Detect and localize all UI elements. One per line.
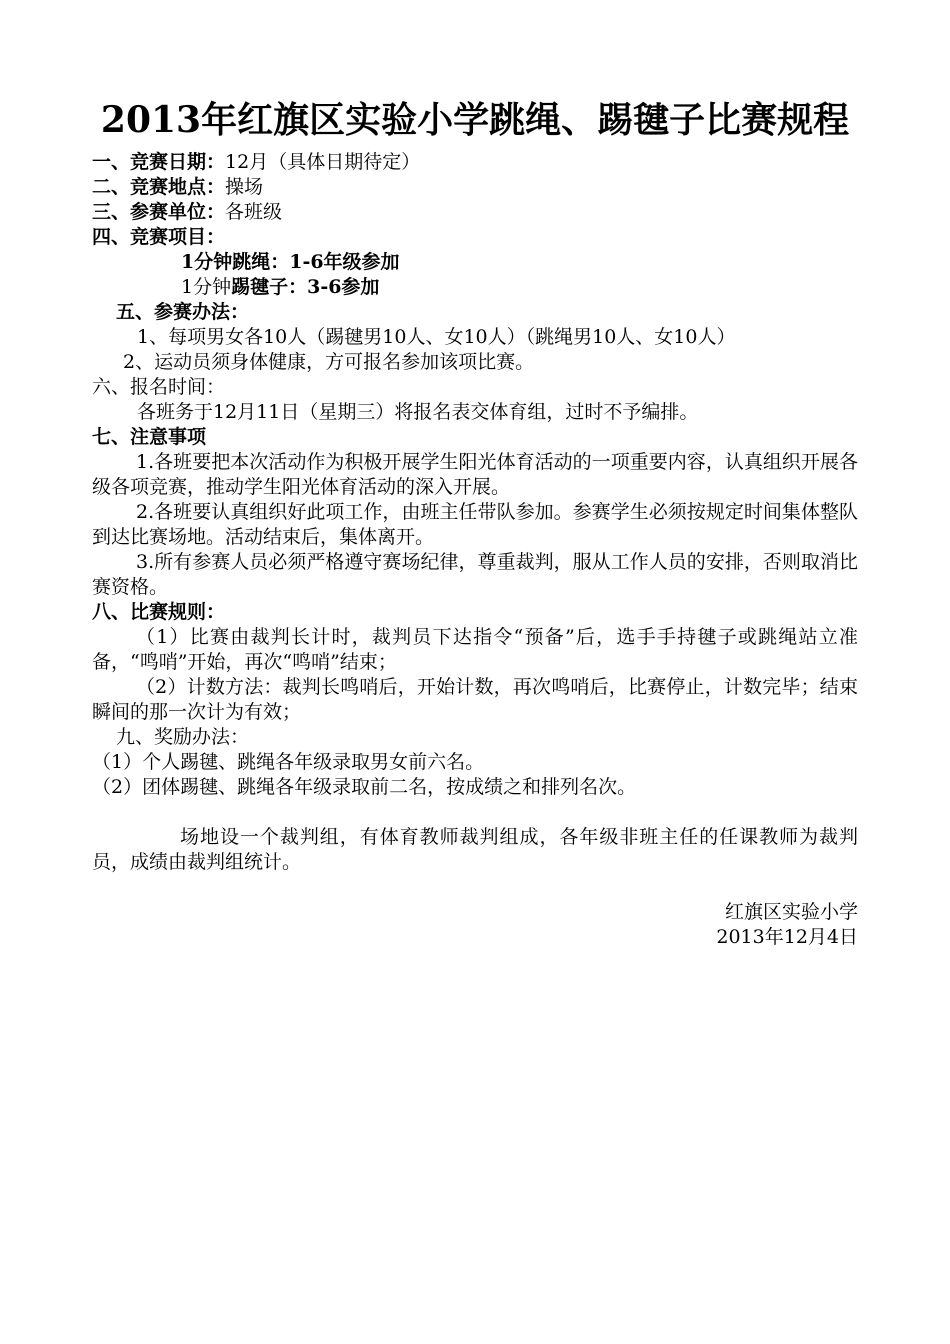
participation-item-2: 2、运动员须身体健康，方可报名参加该项比赛。 — [123, 351, 535, 373]
section-notes-heading: 七、注意事项 — [92, 426, 207, 448]
registration-text: 各班务于12月11日（星期三）将报名表交体育组，过时不予编排。 — [137, 401, 699, 423]
event-jump-rope: 1分钟跳绳：1-6年级参加 — [181, 251, 400, 273]
event-prefix: 1分钟 — [181, 276, 232, 298]
section-events-heading: 四、竞赛项目： — [92, 226, 226, 248]
section-awards-heading: 九、奖励办法： — [116, 726, 250, 748]
section-registration-heading: 六、报名时间： — [92, 376, 226, 398]
signature-organization: 红旗区实验小学 — [724, 901, 858, 923]
section-label: 三、参赛单位： — [92, 201, 226, 223]
signature-date: 2013年12月4日 — [716, 926, 858, 948]
notes-paragraph-1: 1.各班要把本次活动作为积极开展学生阳光体育活动的一项重要内容，认真组织开展各级各项竞赛，推动学生阳光体育活动的深入开展。 — [92, 451, 858, 498]
event-shuttlecock — [181, 275, 379, 300]
section-rules-heading: 八、比赛规则： — [92, 601, 226, 623]
awards-item-2: （2）团体踢毽、跳绳各年级录取前二名，按成绩之和排列名次。 — [92, 776, 637, 798]
section-label: 二、竞赛地点： — [92, 176, 226, 198]
participation-item-1: 1、每项男女各10人（踢毽男10人、女10人）（跳绳男10人、女10人） — [137, 326, 736, 348]
section-value: 各班级 — [225, 201, 283, 223]
section-participants — [92, 200, 282, 225]
rules-paragraph-2: （2）计数方法：裁判长鸣哨后，开始计数，再次鸣哨后，比赛停止，计数完毕；结束瞬间的那一次计为有效； — [92, 676, 858, 723]
section-value: 12月（具体日期待定） — [225, 151, 421, 173]
judges-paragraph: 场地设一个裁判组，有体育教师裁判组成，各年级非班主任的任课教师为裁判员，成绩由裁判组统计。 — [92, 826, 858, 873]
document-title: 2013年红旗区实验小学跳绳、踢毽子比赛规程 — [100, 99, 850, 141]
event-detail: 踢毽子：3-6参加 — [231, 276, 380, 298]
notes-paragraph-2: 2.各班要认真组织好此项工作，由班主任带队参加。参赛学生必须按规定时间集体整队到达比赛场地。活动结束后，集体离开。 — [92, 501, 858, 548]
awards-item-1: （1）个人踢毽、跳绳各年级录取男女前六名。 — [92, 751, 485, 773]
rules-paragraph-1: （1）比赛由裁判长计时，裁判员下达指令“预备”后，选手手持毽子或跳绳站立准备，“鸣哨”开始，再次“鸣哨”结束； — [92, 626, 858, 673]
notes-paragraph-3: 3.所有参赛人员必须严格遵守赛场纪律，尊重裁判，服从工作人员的安排，否则取消比赛资格。 — [92, 551, 858, 598]
section-competition-date — [92, 150, 420, 175]
section-value: 操场 — [225, 176, 264, 198]
section-participation-heading: 五、参赛办法： — [116, 301, 250, 323]
section-label: 一、竞赛日期： — [92, 151, 226, 173]
section-competition-venue — [92, 175, 263, 200]
